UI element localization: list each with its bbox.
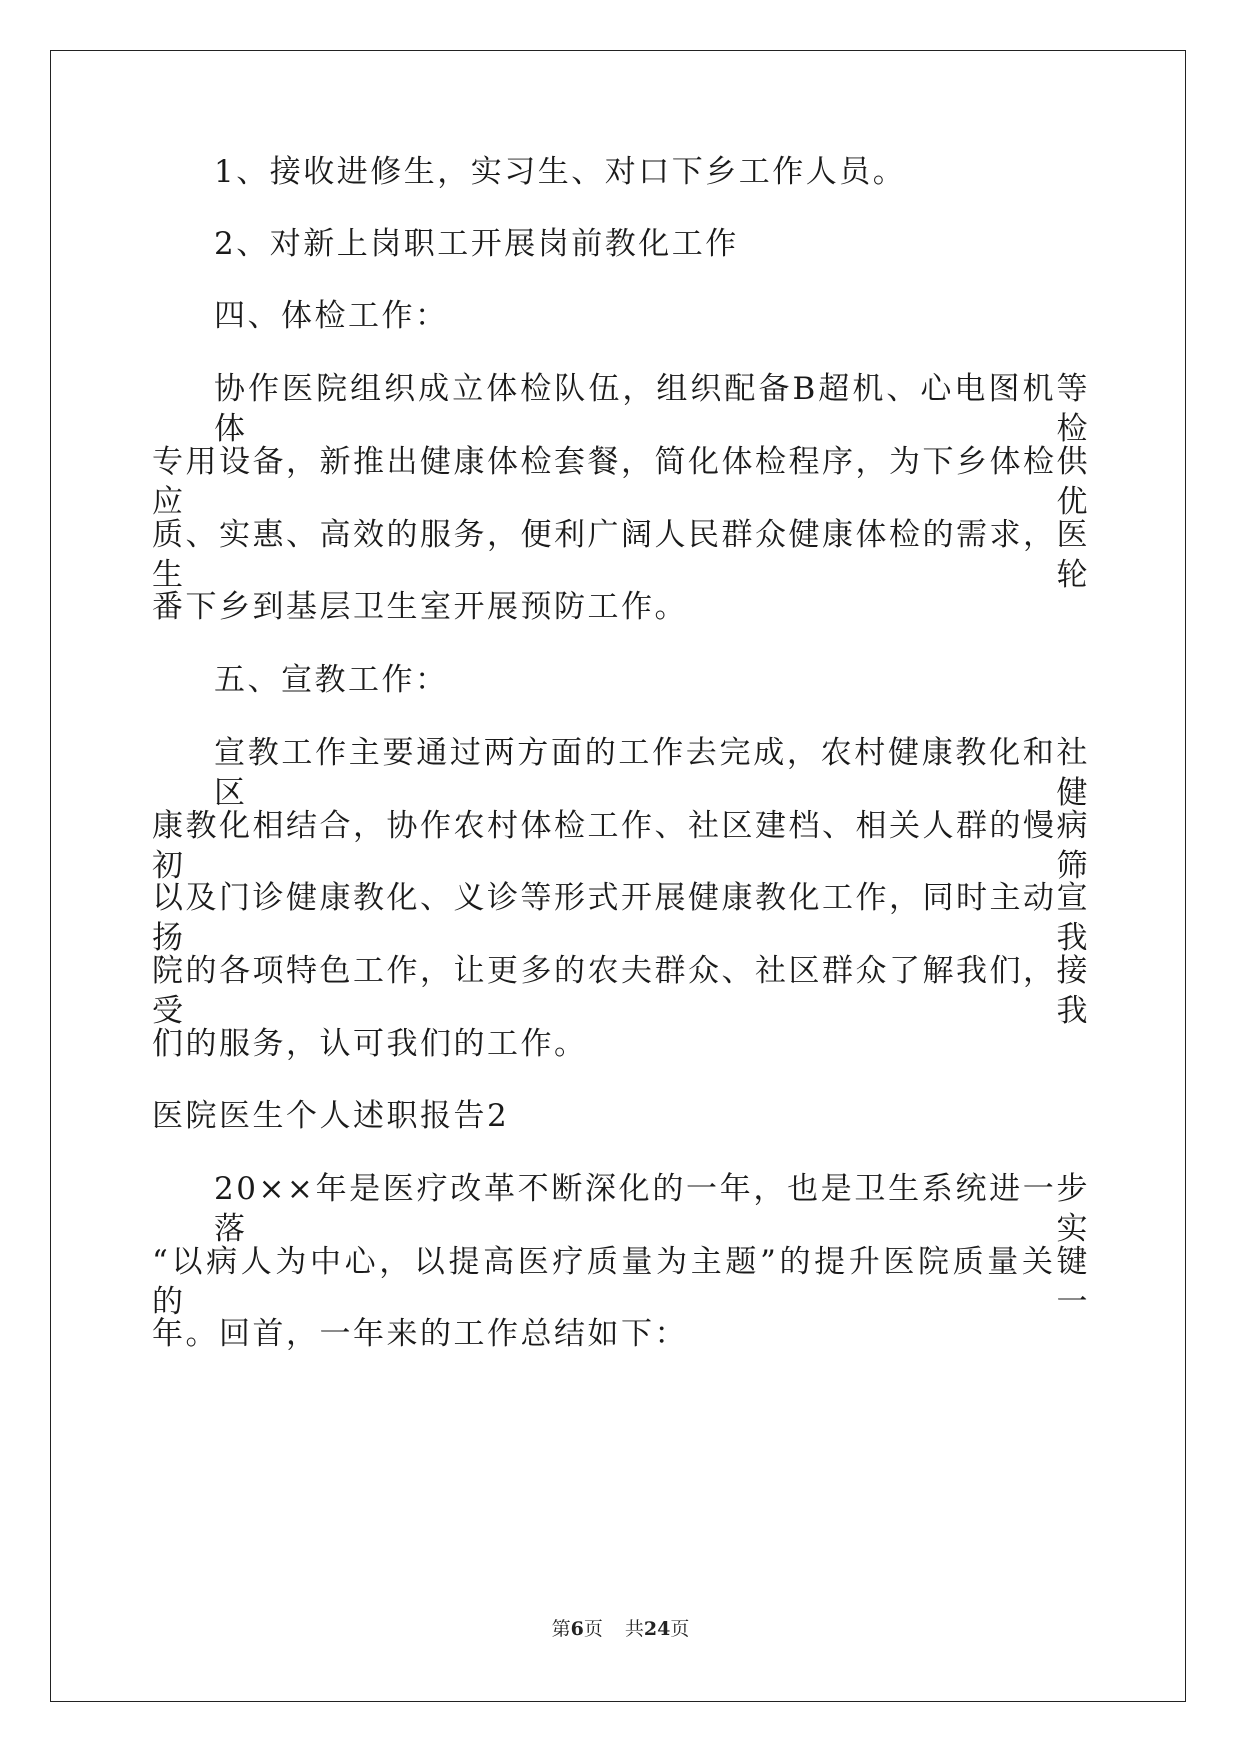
paragraph-line: 宣教工作主要通过两方面的工作去完成，农村健康教化和社区健 [214, 735, 1090, 811]
paragraph-line: 以及门诊健康教化、义诊等形式开展健康教化工作，同时主动宣扬我 [152, 880, 1090, 956]
paragraph-line: 院的各项特色工作，让更多的农夫群众、社区群众了解我们，接受我 [152, 953, 1090, 1029]
footer-total-unit: 页 [670, 1618, 690, 1640]
list-item-1: 1、接收进修生，实习生、对口下乡工作人员。 [214, 154, 907, 190]
paragraph-line: 们的服务，认可我们的工作。 [152, 1026, 588, 1062]
document-section-title: 医院医生个人述职报告2 [152, 1098, 510, 1134]
paragraph-line: 质、实惠、高效的服务，便利广阔人民群众健康体检的需求，医生轮 [152, 517, 1090, 593]
paragraph-line: 番下乡到基层卫生室开展预防工作。 [152, 589, 688, 625]
section-heading-education: 五、宣教工作： [214, 662, 449, 698]
paragraph-line: “以病人为中心，以提高医疗质量为主题”的提升医院质量关键的一 [152, 1244, 1090, 1320]
footer-prefix: 第 [551, 1618, 571, 1640]
paragraph-line: 20××年是医疗改革不断深化的一年，也是卫生系统进一步落实 [214, 1171, 1090, 1247]
paragraph-line: 专用设备，新推出健康体检套餐，简化体检程序，为下乡体检供应优 [152, 444, 1090, 520]
paragraph-line: 协作医院组织成立体检队伍，组织配备B超机、心电图机等体检 [214, 371, 1090, 447]
footer-total-pages: 24 [643, 1618, 671, 1640]
paragraph-line: 康教化相结合，协作农村体检工作、社区建档、相关人群的慢病初筛 [152, 808, 1090, 884]
page-footer [0, 1616, 1241, 1642]
footer-page-number: 6 [570, 1618, 584, 1640]
paragraph-line: 年。回首，一年来的工作总结如下： [152, 1316, 688, 1352]
section-heading-physical-exam: 四、体检工作： [214, 298, 449, 334]
footer-total-prefix: 共 [624, 1618, 644, 1640]
list-item-2: 2、对新上岗职工开展岗前教化工作 [214, 226, 739, 262]
footer-page-unit: 页 [583, 1618, 603, 1640]
